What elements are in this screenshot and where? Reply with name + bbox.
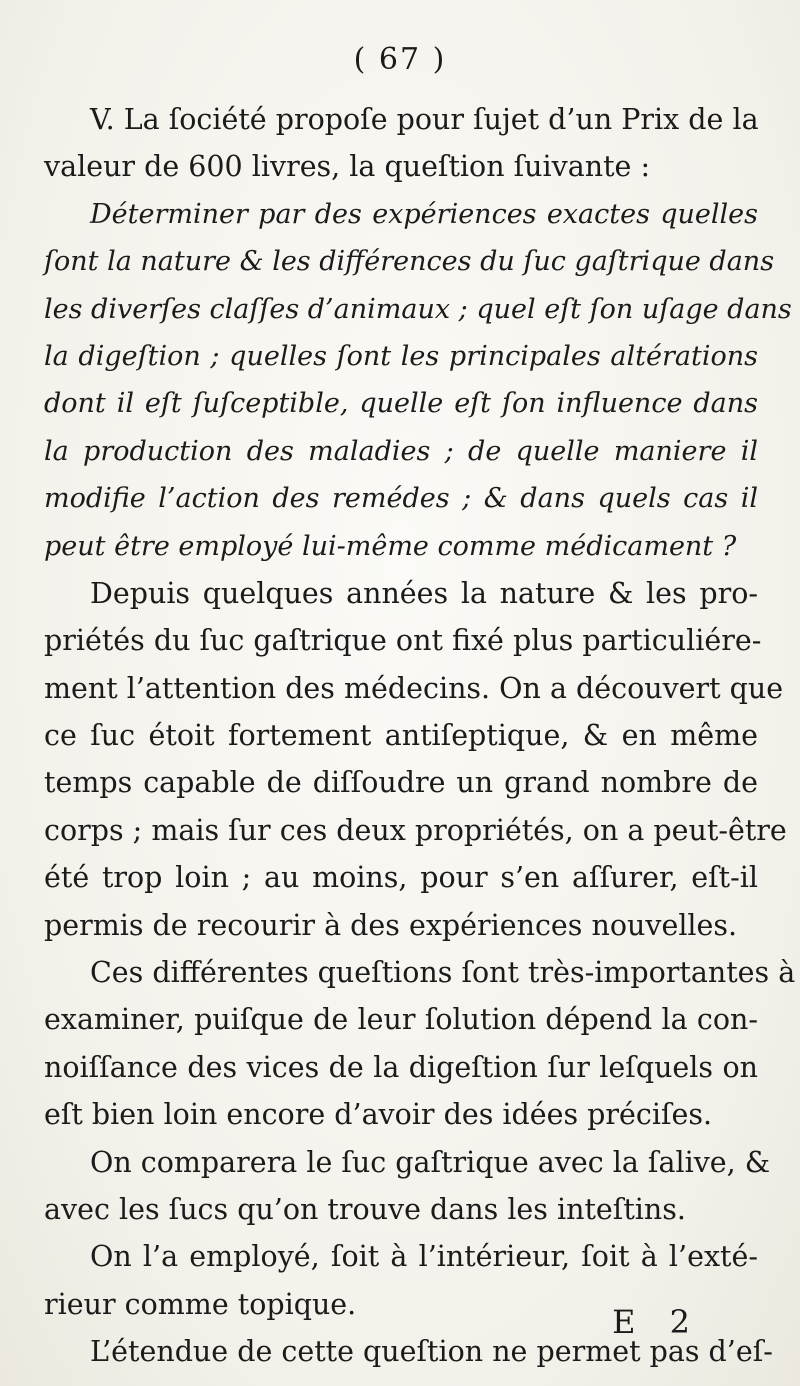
text-line: priétés du ſuc gaſtrique ont fixé plus particuliére- [44,624,762,658]
text-line: ment l’attention des médecins. On a découvert que [44,671,784,705]
paragraph [44,1139,771,1234]
text-line: eſt bien loin encore d’avoir des idées préciſes. [44,1098,713,1132]
text-line: été trop loin ; au moins, pour s’en aſſurer, eſt-il [44,861,758,895]
text-line: la digeſtion ; quelles ſont les principales altérations [44,340,758,372]
text-line: On comparera le ſuc gaſtrique avec la ſalive, & [90,1145,771,1179]
text-line: la production des maladies ; de quelle maniere il [44,435,758,467]
signature-mark: E 2 [612,1303,702,1341]
text-line: peut être employé lui-même comme médicament ? [44,530,737,562]
text-line: modifie l’action des remédes ; & dans quels cas il [44,483,758,515]
text-line: L’étendue de cette queſtion ne permet pas d’eſ- [90,1335,773,1369]
text-line: temps capable de diſſoudre un grand nombre de [44,766,758,800]
text-line: examiner, puiſque de leur ſolution dépend la con- [44,1003,758,1037]
text-line: Depuis quelques années la nature & les pro- [90,576,758,610]
text-line: Déterminer par des expériences exactes quelles [90,198,758,230]
text-line: noiſſance des vices de la digeſtion ſur leſquels on [44,1050,758,1084]
text-line: V. La ſociété propoſe pour ſujet d’un Prix de la [90,103,759,136]
paragraph [44,570,787,949]
text-line: les diverſes claſſes d’animaux ; quel eſt ſon uſage dans [44,293,792,325]
page-number: ( 67 ) [353,42,447,77]
text-line: rieur comme topique. [44,1287,357,1321]
text-line: ce ſuc étoit fortement antiſeptique, & en même [44,719,758,753]
paragraph [44,96,758,191]
text-line: ſont la nature & les différences du ſuc gaſtrique dans [44,246,775,278]
text-line: avec les ſucs qu’on trouve dans les inteſtins. [44,1192,686,1226]
text-line: On l’a employé, ſoit à l’intérieur, ſoit à l’exté- [90,1240,758,1274]
text-line: Ces différentes queſtions ſont très-importantes à [90,956,796,990]
paragraph [44,949,796,1139]
text-line: permis de recourir à des expériences nouvelles. [44,908,738,942]
text-line: corps ; mais ſur ces deux propriétés, on a peut-être [44,813,787,847]
text-line: valeur de 600 livres, la queſtion ſuivante : [44,150,651,184]
text-line: dont il eſt ſuſceptible, quelle eſt ſon influence dans [44,388,758,420]
body-text [44,96,796,1376]
paragraph [44,191,792,570]
